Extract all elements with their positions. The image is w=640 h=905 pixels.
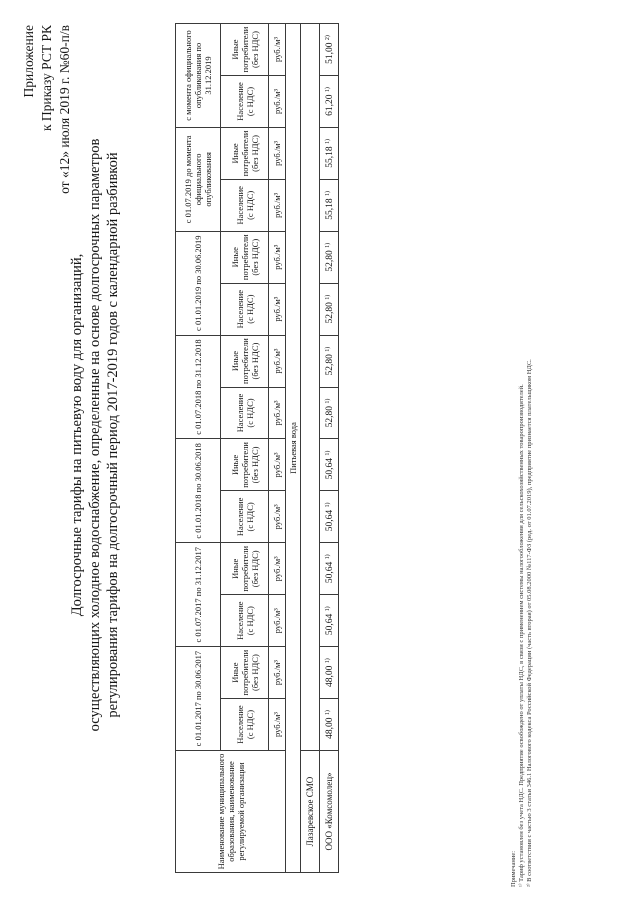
unit-cell: руб./м³ [269,127,286,179]
period-header: с момента официального опубликования по 31.12.2019 [176,24,221,128]
unit-cell: руб./м³ [269,699,286,751]
unit-cell: руб./м³ [269,647,286,699]
tariff-value: 55,18 $^{1)}$ [320,179,339,231]
consumer-header-row [221,24,269,873]
tariff-value: 50,64 $^{1)}$ [320,439,339,491]
municipality-empty-cell [301,24,320,751]
appendix-line-3: от «12» июля 2019 г. №60-п/в [57,25,72,194]
title-line-3: регулирования тарифов на долгосрочный период 2017-2019 годов с календарной разбивкой [105,152,121,718]
others-header: Иные потребители (без НДС) [221,24,269,76]
notes-heading: Примечание: [510,850,517,887]
document-title [68,55,122,815]
period-header-row [176,24,221,873]
others-header: Иные потребители (без НДС) [221,647,269,699]
population-header: Население (с НДС) [221,491,269,543]
population-header: Население (с НДС) [221,595,269,647]
organization-name: ООО «Комсомолец» [320,751,339,873]
tariff-value: 50,64 $^{1)}$ [320,595,339,647]
period-header: с 01.07.2019 до момента официального опубликования [176,127,221,231]
others-header: Иные потребители (без НДС) [221,127,269,179]
municipality-name: Лазаревское СМО [301,751,320,873]
footnotes [510,27,534,887]
period-header: с 01.01.2019 по 30.06.2019 [176,231,221,335]
title-line-1: Долгосрочные тарифы на питьевую воду для организаций, [69,253,85,617]
title-line-2: осуществляющих холодное водоснабжение, определенные на основе долгосрочных параметров [87,138,103,732]
municipality-row [301,24,320,873]
tariff-value: 55,18 $^{1)}$ [320,127,339,179]
unit-cell: руб./м³ [269,335,286,387]
unit-cell: руб./м³ [269,24,286,76]
others-header: Иные потребители (без НДС) [221,543,269,595]
organization-row [320,24,339,873]
appendix-line-1: Приложение [21,25,36,98]
unit-cell: руб./м³ [269,76,286,128]
population-header: Население (с НДС) [221,387,269,439]
unit-cell: руб./м³ [269,179,286,231]
population-header: Население (с НДС) [221,699,269,751]
tariff-value: 61,20 $^{1)}$ [320,76,339,128]
tariff-value: 52,80 $^{1)}$ [320,283,339,335]
unit-row [269,24,286,873]
tariff-table [175,23,339,873]
tariff-value: 52,80 $^{1)}$ [320,335,339,387]
appendix-line-2: к Приказу РСТ РК [39,25,54,131]
tariff-value: 52,80 $^{1)}$ [320,387,339,439]
footnote-2: ²⁾ В соответствии с частью 3 статьи 346.1 Налогового кодекса Российской Федерации (часть вторая) от 05.08.2000 №117-ФЗ (ред. от 01.07.2019), предприятие признается плательщиком НДС. [526,359,533,887]
period-header: с 01.07.2017 по 31.12.2017 [176,543,221,647]
others-header: Иные потребители (без НДС) [221,231,269,283]
appendix-header [20,25,74,194]
org-header-cell: Наименование муниципального образования, наименование регулируемой организации [176,751,286,873]
period-header: с 01.07.2018 по 31.12.2018 [176,335,221,439]
unit-cell: руб./м³ [269,283,286,335]
tariff-value: 48,00 $^{1)}$ [320,647,339,699]
population-header: Население (с НДС) [221,283,269,335]
tariff-value: 51,00 $^{2)}$ [320,24,339,76]
unit-cell: руб./м³ [269,491,286,543]
unit-cell: руб./м³ [269,595,286,647]
section-row [286,24,301,873]
unit-cell: руб./м³ [269,387,286,439]
tariff-value: 52,80 $^{1)}$ [320,231,339,283]
others-header: Иные потребители (без НДС) [221,439,269,491]
footnote-1: ¹⁾ Тариф установлен без учета НДС. Предприятие освобождено от уплаты НДС, в связи с применением системы налогообложения для сельскохозяйственных товаропроизводителей. [518,384,525,887]
unit-cell: руб./м³ [269,439,286,491]
unit-cell: руб./м³ [269,231,286,283]
period-header: с 01.01.2018 по 30.06.2018 [176,439,221,543]
period-header: с 01.01.2017 по 30.06.2017 [176,647,221,751]
population-header: Население (с НДС) [221,179,269,231]
section-label: Питьевая вода [286,24,301,873]
others-header: Иные потребители (без НДС) [221,335,269,387]
tariff-value: 48,00 $^{1)}$ [320,699,339,751]
unit-cell: руб./м³ [269,543,286,595]
population-header: Население (с НДС) [221,76,269,128]
tariff-value: 50,64 $^{1)}$ [320,543,339,595]
tariff-value: 50,64 $^{1)}$ [320,491,339,543]
